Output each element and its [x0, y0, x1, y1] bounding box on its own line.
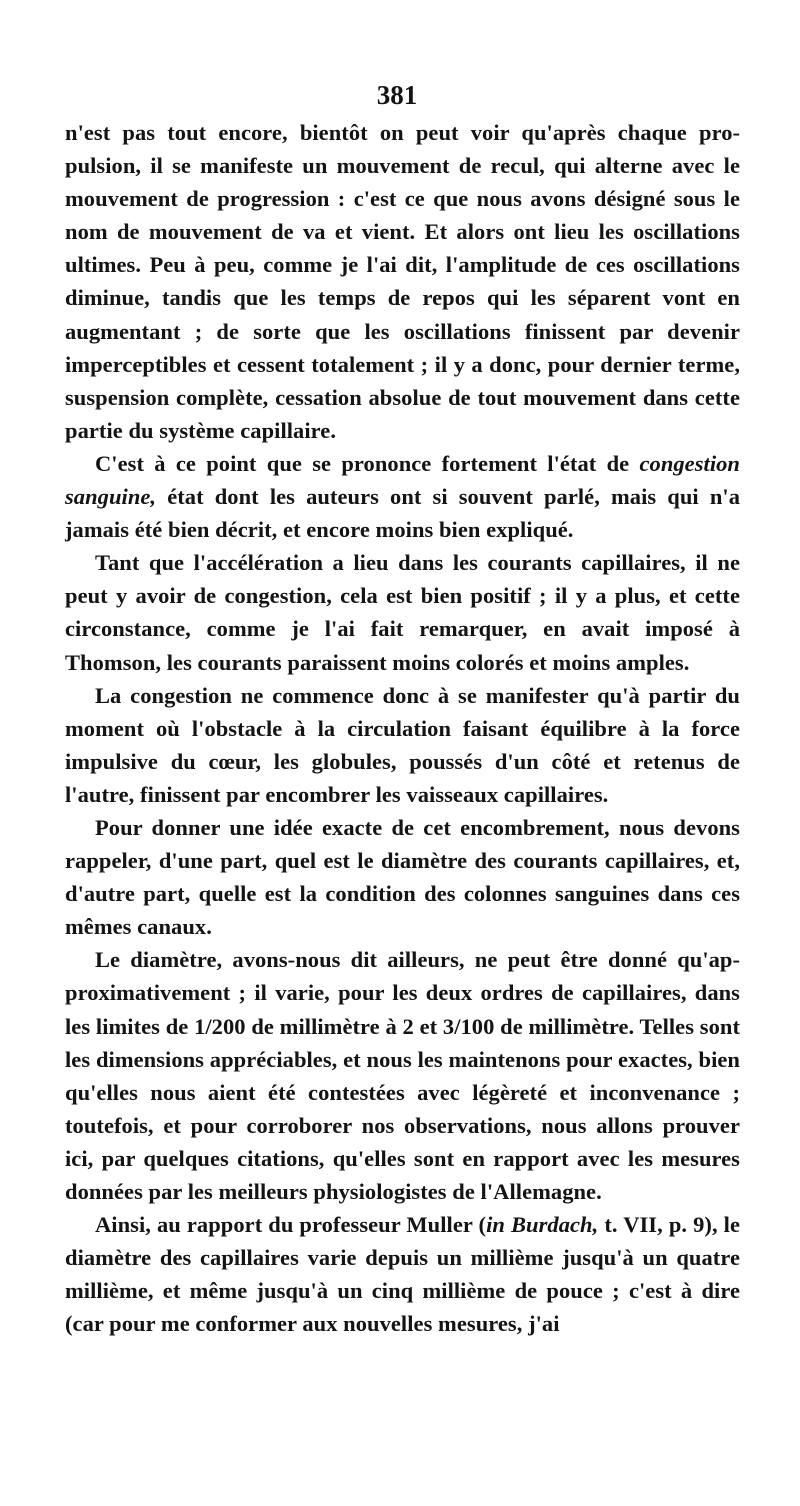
paragraph-6: Le diamètre, avons-nous dit ailleurs, ne peut être donné qu'approximativement ; il varie, pour les deux ordres de capillaires, dans les limites de 1/200 de millimètre à 2 et 3/100 de millimètre. Telles sont les dimensions appréciables, et nous les maintenons pour exactes, bien qu'elles nous aient été contestées avec légèreté et inconvenance ; toutefois, et pour corroborer nos observations, nous allons prouver ici, par quelques citations, qu'elles sont en rapport avec les mesures données par les meilleurs physiologistes de l'Allemagne. — [65, 947, 740, 1204]
paragraph-2: C'est à ce point que se prononce fortement l'état de congestion sanguine, état dont les auteurs ont si souvent parlé, mais qui n'a jamais été bien décrit, et encore moins bien expliqué. — [65, 450, 740, 543]
paragraph-1: n'est pas tout encore, bientôt on peut voir qu'après chaque propulsion, il se manifeste un mouvement de recul, qui alterne avec le mouvement de progression : c'est ce que nous avons désigné sous le nom de mouvement de va et vient. Et alors ont lieu les oscillations ultimes. Peu à peu, comme je l'ai dit, l'amplitude de ces oscillations diminue, tandis que les temps de repos qui les séparent vont en augmentant ; de sorte que les oscillations finissent par devenir imperceptibles et cessent totalement ; il y a donc, pour dernier terme, suspension complète, cessation absolue de tout mouvement dans cette partie du système capillaire. — [65, 120, 740, 443]
paragraph-5: Pour donner une idée exacte de cet encombrement, nous devons rappeler, d'une part, quel est le diamètre des courants capillaires, et, d'autre part, quelle est la condition des colonnes sanguines dans ces mêmes canaux. — [65, 814, 740, 940]
paragraph-3: Tant que l'accélération a lieu dans les courants capillaires, il ne peut y avoir de congestion, cela est bien positif ; il y a plus, et cette circonstance, comme je l'ai fait remarquer, en avait imposé à Thomson, les courants paraissent moins colorés et moins amples. — [65, 550, 740, 675]
italic-reference: in Burdach, — [486, 1212, 599, 1238]
paragraph-7: Ainsi, au rapport du professeur Muller (in Burdach, t. VII, p. 9), le diamètre des capillaires varie depuis un millième jusqu'à un quatre millième, et même jusqu'à un cinq millième de pouce ; c'est à dire (car pour me conformer aux nouvelles mesures, j'ai — [65, 1212, 741, 1337]
paragraph-4: La congestion ne commence donc à se manifester qu'à partir du moment où l'obstacle à la circulation faisant équilibre à la force impulsive du cœur, les globules, poussés d'un côté et retenus de l'autre, finissent par encombrer les vaisseaux capillaires. — [65, 682, 740, 807]
body-text — [65, 116, 740, 1340]
page-number: 381 — [376, 80, 418, 110]
italic-term: congestion sanguine, — [65, 450, 740, 510]
